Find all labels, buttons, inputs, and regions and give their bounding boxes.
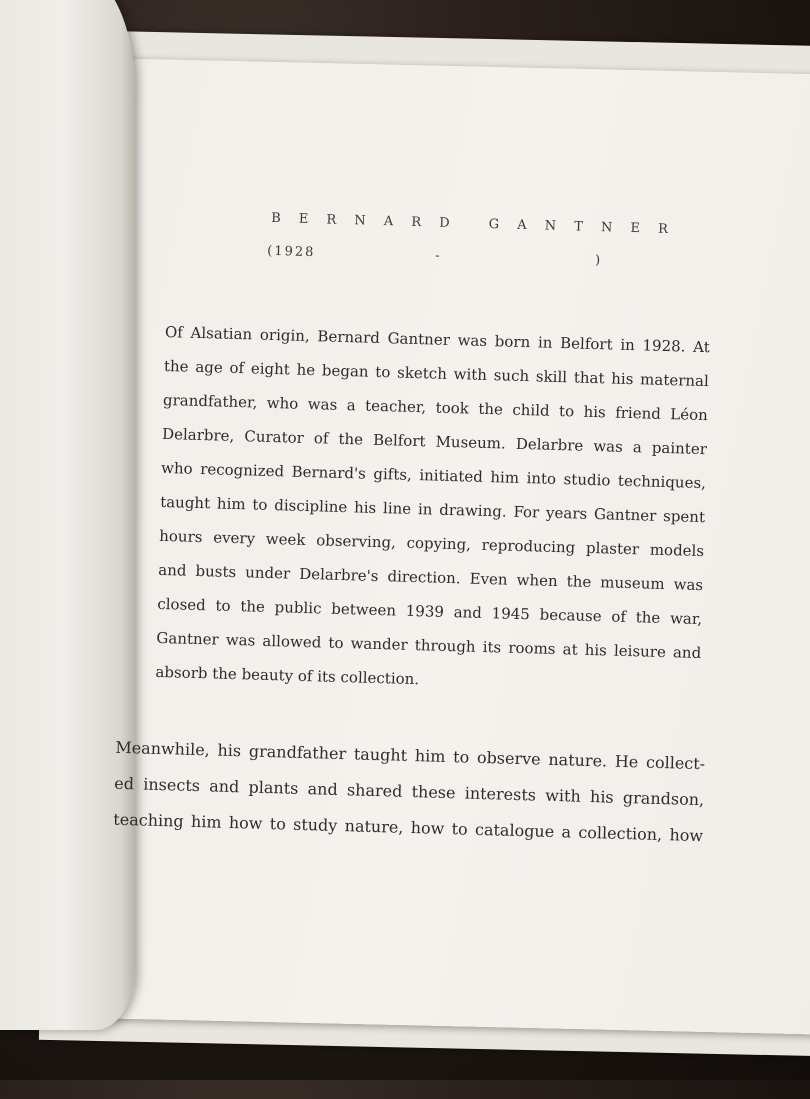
text-line: taught him to discipline his line in drawing. For years Gantner spent — [159, 492, 706, 527]
page-title — [270, 210, 676, 238]
text-line: and busts under Delarbre's direction. Even when the museum was — [158, 560, 704, 595]
text-line: Of Alsatian origin, Bernard Gantner was born in Belfort in 1928. At — [164, 322, 710, 357]
text-line: closed to the public between 1939 and 1945 because of the war, — [157, 594, 703, 629]
dates-dash: - — [434, 248, 442, 264]
text-line: grandfather, who was a teacher, took the child to his friend Léon — [162, 390, 709, 425]
paragraph-2 — [113, 730, 706, 854]
text-line: hours every week observing, copying, reproducing plaster models — [159, 526, 705, 561]
title-first-name: B E R N A R D — [270, 210, 457, 232]
text-line: teaching him how to study nature, how to catalogue a collection, how — [113, 809, 704, 846]
text-line: Meanwhile, his grandfather taught him to observe nature. He collect- — [115, 737, 706, 774]
text-line: the age of eight he began to sketch with such skill that his maternal — [163, 356, 710, 391]
text-line: absorb the beauty of its collection. — [155, 662, 420, 689]
text-line: Gantner was allowed to wander through its rooms at his leisure and — [156, 628, 702, 663]
text-line: ed insects and plants and shared these interests with his grandson, — [114, 773, 705, 810]
dates-close-paren: ) — [594, 252, 603, 269]
birth-year: (1928 — [267, 243, 316, 261]
text-line: Delarbre, Curator of the Belfort Museum. Delarbre was a painter — [161, 424, 708, 459]
paragraph-1 — [155, 315, 710, 704]
life-dates — [267, 244, 607, 273]
title-last-name: G A N T N E R — [488, 216, 676, 238]
text-line: who recognized Bernard's gifts, initiated him into studio techniques, — [160, 458, 707, 493]
